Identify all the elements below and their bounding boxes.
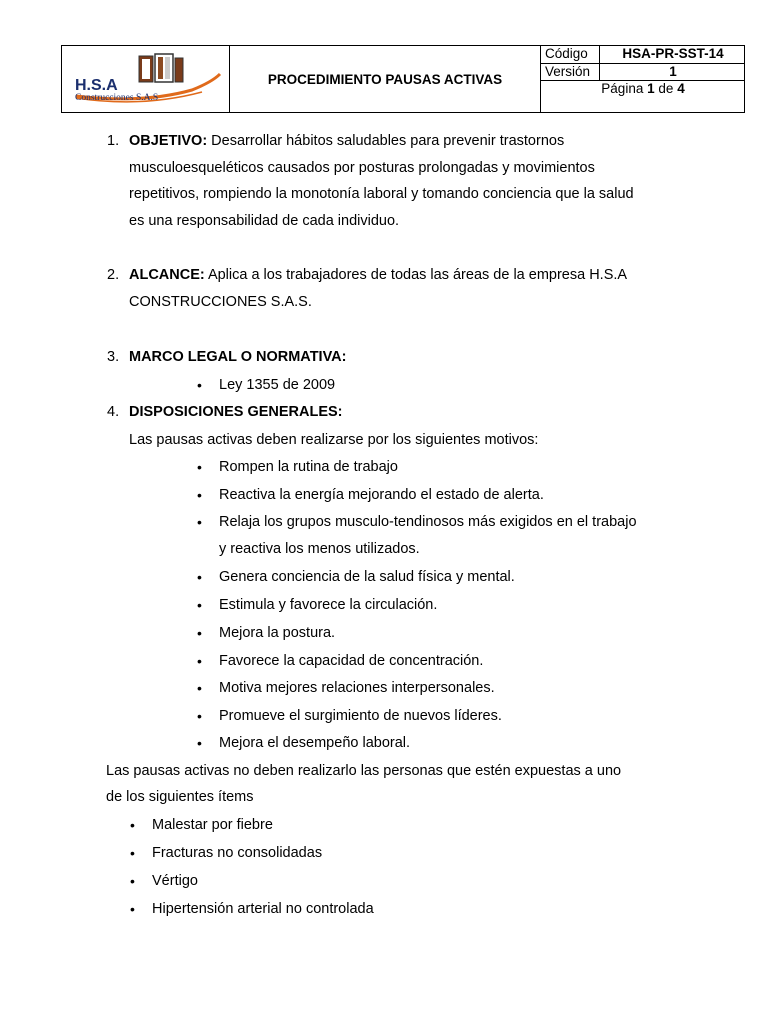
section-number: 3.	[107, 349, 120, 365]
list-item-continuation: y reactiva los menos utilizados.	[219, 541, 420, 557]
section-heading: MARCO LEGAL O NORMATIVA:	[129, 349, 347, 365]
paragraph-line: Las pausas activas deben realizarse por los siguientes motivos:	[129, 432, 539, 448]
document-header	[61, 45, 745, 113]
bullet-icon: •	[197, 653, 202, 669]
page-current: 1	[647, 81, 655, 96]
list-item: Ley 1355 de 2009	[219, 377, 336, 393]
codigo-value: HSA-PR-SST-14	[622, 46, 724, 61]
section-heading: OBJETIVO:	[129, 133, 208, 149]
list-item: Hipertensión arterial no controlada	[152, 901, 374, 917]
bullet-icon: •	[130, 901, 135, 917]
paragraph-line: Las pausas activas no deben realizarlo las personas que estén expuestas a uno	[106, 763, 622, 779]
list-item: Motiva mejores relaciones interpersonales.	[219, 680, 495, 696]
page-indicator	[541, 81, 745, 97]
bullet-icon: •	[130, 845, 135, 861]
paragraph-line: Desarrollar hábitos saludables para prevenir trastornos	[207, 133, 565, 149]
paragraph-line: es una responsabilidad de cada individuo.	[129, 213, 400, 229]
document-title: PROCEDIMIENTO PAUSAS ACTIVAS	[230, 46, 541, 112]
bullet-icon: •	[197, 735, 202, 751]
page-sep: de	[658, 81, 674, 96]
bullet-icon: •	[130, 817, 135, 833]
section-heading: DISPOSICIONES GENERALES:	[129, 404, 343, 420]
document-meta	[541, 46, 745, 112]
company-logo	[62, 46, 229, 112]
list-item: Genera conciencia de la salud física y mental.	[219, 569, 515, 585]
bullet-icon: •	[197, 597, 202, 613]
bullet-icon: •	[197, 569, 202, 585]
section-number: 1.	[107, 133, 120, 149]
bullet-icon: •	[197, 487, 202, 503]
list-item: Reactiva la energía mejorando el estado de alerta.	[219, 487, 544, 503]
list-item: Favorece la capacidad de concentración.	[219, 653, 484, 669]
bullet-icon: •	[197, 625, 202, 641]
list-item: Estimula y favorece la circulación.	[219, 597, 438, 613]
list-item: Relaja los grupos musculo-tendinosos más exigidos en el trabajo	[219, 514, 637, 530]
section-number: 4.	[107, 404, 120, 420]
version-value: 1	[669, 64, 677, 79]
logo-subtext: Construcciones S.A.S	[75, 93, 159, 103]
bullet-icon: •	[197, 680, 202, 696]
section-alcance	[129, 266, 627, 284]
list-item: Promueve el surgimiento de nuevos líderes.	[219, 708, 502, 724]
list-item: Vértigo	[152, 873, 198, 889]
list-item: Mejora la postura.	[219, 625, 336, 641]
paragraph-line: musculoesqueléticos causados por posturas prolongadas y movimientos	[129, 160, 595, 176]
logo-cell	[62, 46, 230, 112]
page-prefix: Página	[601, 81, 644, 96]
bullet-icon: •	[197, 377, 202, 393]
paragraph-line: Aplica a los trabajadores de todas las áreas de la empresa H.S.A	[204, 267, 628, 283]
codigo-row	[541, 46, 745, 64]
list-item: Mejora el desempeño laboral.	[219, 735, 411, 751]
paragraph-line: CONSTRUCCIONES S.A.S.	[129, 294, 312, 310]
version-row	[541, 64, 745, 81]
bullet-icon: •	[197, 459, 202, 475]
logo-text: H.S.A	[75, 77, 118, 94]
list-item: Fracturas no consolidadas	[152, 845, 323, 861]
bullet-icon: •	[197, 514, 202, 530]
page-total: 4	[677, 81, 685, 96]
paragraph-line: repetitivos, rompiendo la monotonía laboral y tomando conciencia que la salud	[129, 186, 634, 202]
list-item: Rompen la rutina de trabajo	[219, 459, 398, 475]
codigo-label: Código	[541, 46, 600, 63]
bullet-icon: •	[197, 708, 202, 724]
bullet-icon: •	[130, 873, 135, 889]
version-label: Versión	[541, 64, 600, 80]
section-heading: ALCANCE:	[129, 267, 205, 283]
paragraph-line: de los siguientes ítems	[106, 789, 254, 805]
section-number: 2.	[107, 267, 120, 283]
list-item: Malestar por fiebre	[152, 817, 273, 833]
section-objetivo	[129, 132, 564, 150]
